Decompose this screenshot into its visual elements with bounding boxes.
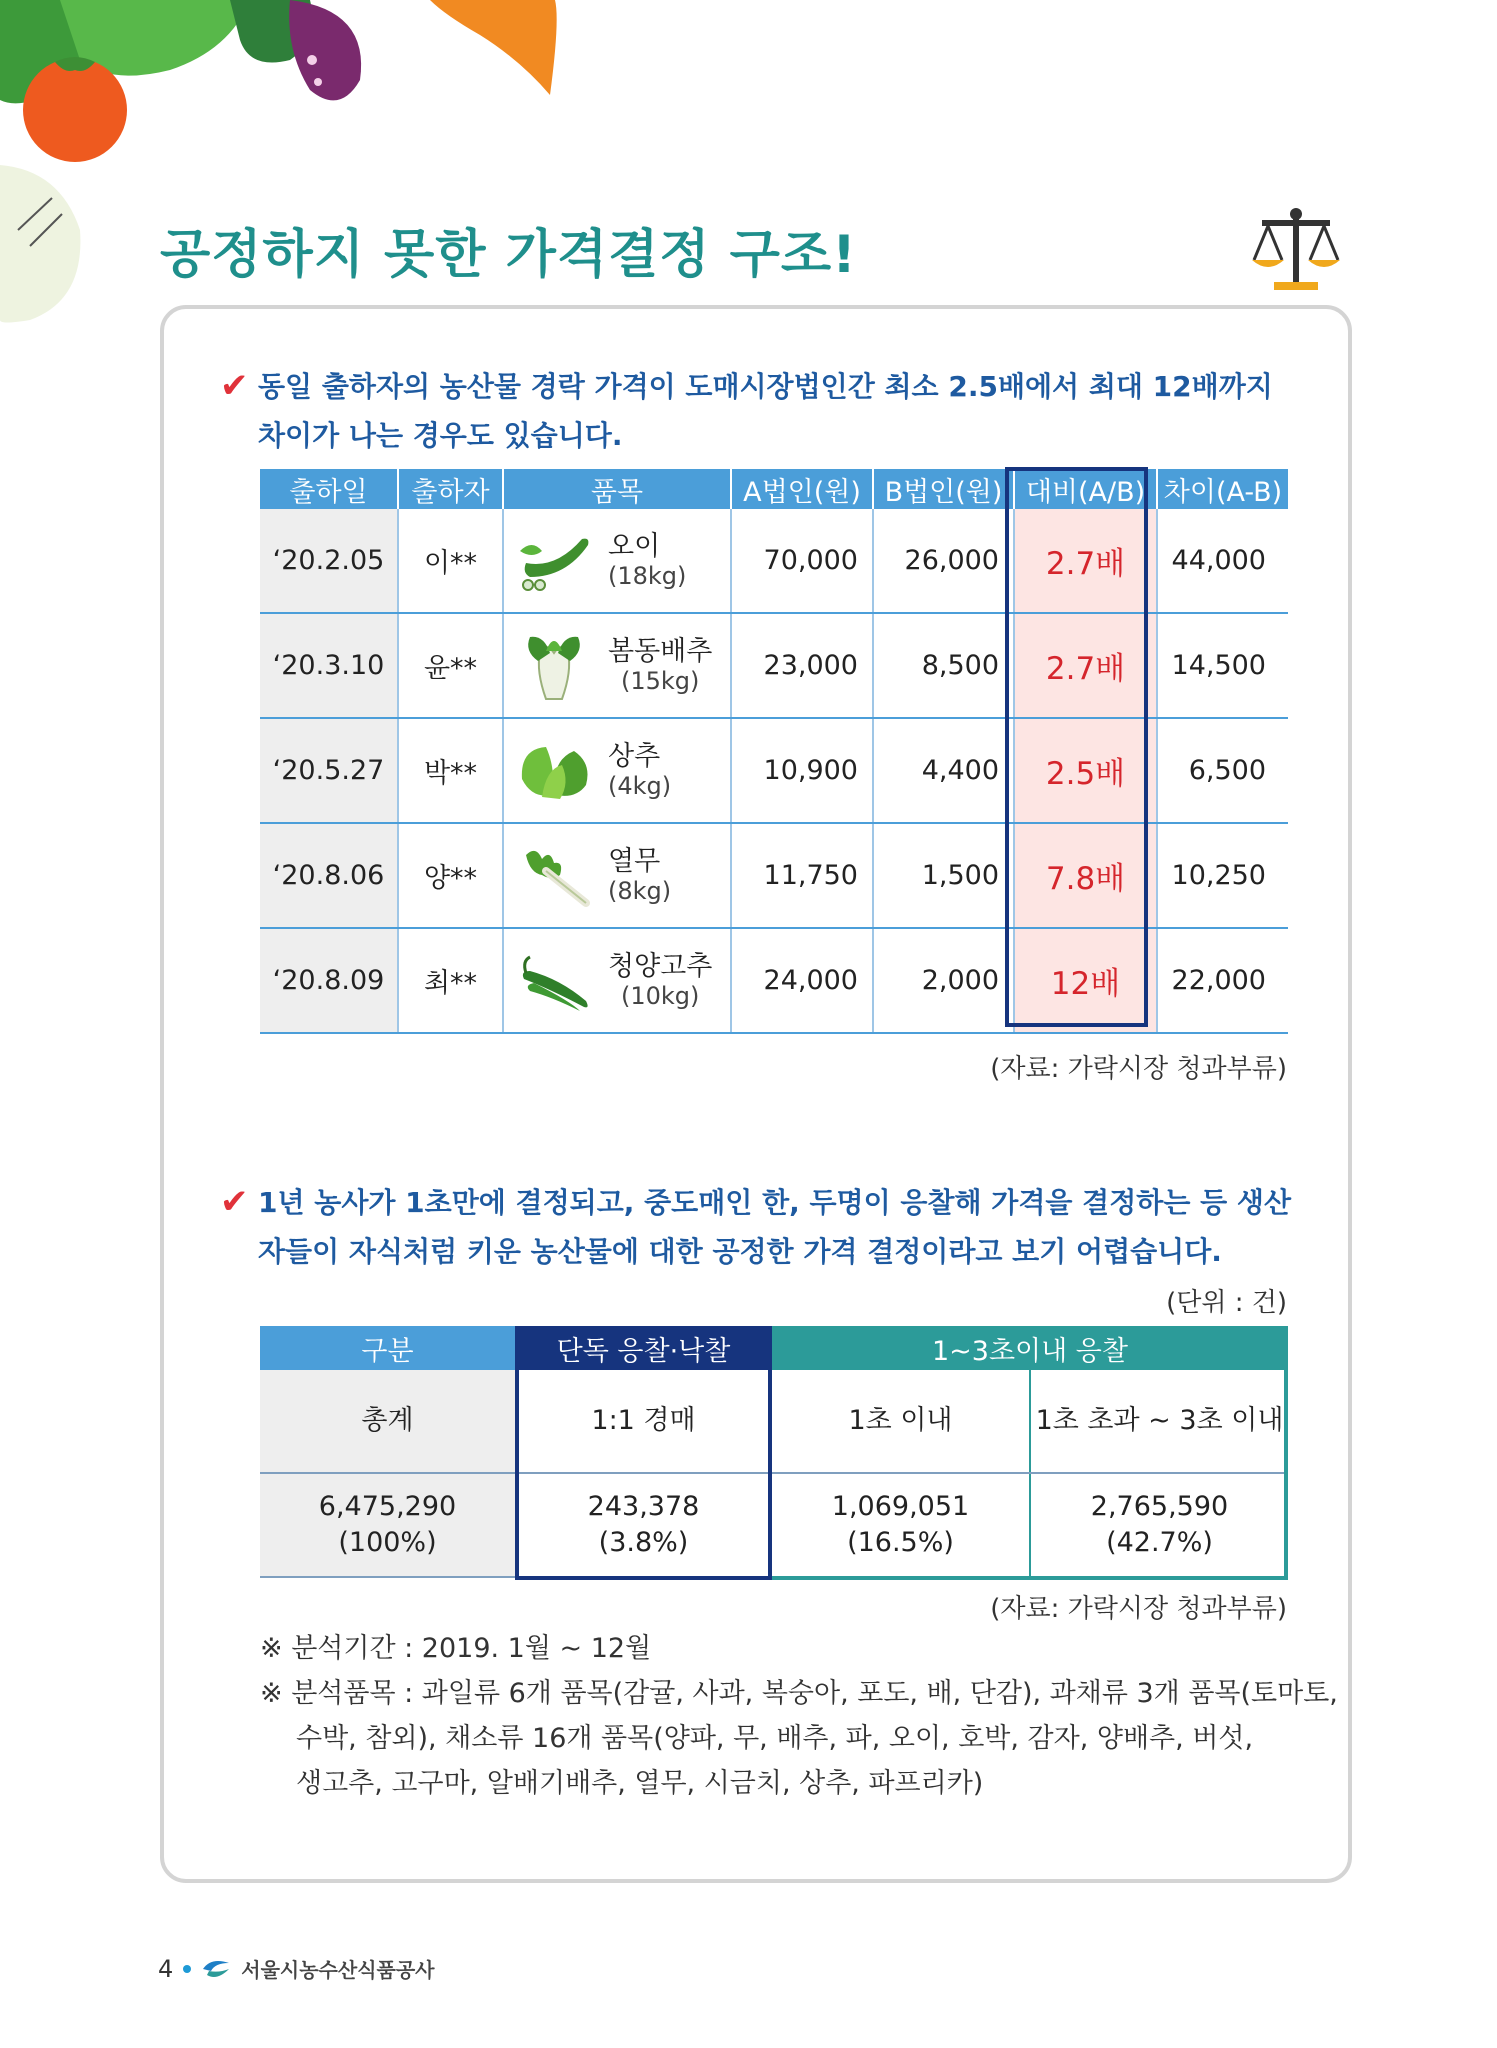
check-icon: ✔ (220, 1182, 249, 1222)
section2-line2: 자들이 자식처럼 키운 농산물에 대한 공정한 가격 결정이라고 보기 어렵습니다. (258, 1235, 1222, 1268)
item-cell (503, 823, 731, 928)
count: 2,765,590 (1090, 1491, 1229, 1522)
col-header: 출하일 (260, 469, 398, 509)
item-cell (503, 718, 731, 823)
value-cell (772, 1473, 1030, 1577)
org-name: 서울시농수산식품공사 (241, 1958, 435, 1982)
section1-line1: 동일 출하자의 농산물 경락 가격이 도매시장법인간 최소 2.5배에서 최대 12배까지 (258, 370, 1273, 403)
bullet-dot (183, 1965, 191, 1973)
count: 243,378 (587, 1491, 700, 1522)
item-weight: (18kg) (608, 561, 687, 590)
sub-header: 1초 초과 ~ 3초 이내 (1030, 1370, 1288, 1473)
analysis-items-line3: 생고추, 고구마, 알배기배추, 열무, 시금치, 상추, 파프리카) (296, 1768, 984, 1799)
ship-date: ‘20.2.05 (260, 509, 398, 613)
table-header-row (260, 469, 1288, 509)
sub-header: 1:1 경매 (515, 1370, 772, 1473)
price-diff: 6,500 (1157, 718, 1288, 823)
price-a: 11,750 (731, 823, 873, 928)
price-diff: 10,250 (1157, 823, 1288, 928)
sub-header: 1초 이내 (772, 1370, 1030, 1473)
item-cell (503, 928, 731, 1033)
price-a: 10,900 (731, 718, 873, 823)
analysis-notes (260, 1626, 1338, 1806)
count: 6,475,290 (318, 1491, 457, 1522)
source-note: (자료: 가락시장 청과부류) (990, 1054, 1287, 1084)
item-weight: (15kg) (620, 666, 700, 695)
price-ratio: 2.7배 (1014, 509, 1157, 613)
value-cell (260, 1473, 515, 1577)
source-note: (자료: 가락시장 청과부류) (990, 1594, 1287, 1624)
item-name: 열무 (608, 845, 661, 877)
price-ratio: 2.7배 (1014, 613, 1157, 718)
col-header: B법인(원) (873, 469, 1014, 509)
ship-date: ‘20.3.10 (260, 613, 398, 718)
price-ratio: 12배 (1014, 928, 1157, 1033)
percent: (100%) (338, 1527, 437, 1558)
shipper: 이** (398, 509, 503, 613)
radish-greens-icon (516, 841, 592, 911)
col-header: 1~3초이내 응찰 (772, 1326, 1288, 1370)
balance-scale-icon (1248, 204, 1344, 294)
value-cell (1030, 1473, 1288, 1577)
price-ratio: 2.5배 (1014, 718, 1157, 823)
page-number: 4 (158, 1954, 174, 1983)
col-header: 품목 (503, 469, 731, 509)
percent: (3.8%) (598, 1527, 689, 1558)
price-diff: 22,000 (1157, 928, 1288, 1033)
table-row (260, 718, 1288, 823)
price-a: 23,000 (731, 613, 873, 718)
ship-date: ‘20.8.09 (260, 928, 398, 1033)
value-cell (515, 1473, 772, 1577)
col-header: 구분 (260, 1326, 515, 1370)
col-header: 대비(A/B) (1014, 469, 1157, 509)
col-header: 차이(A-B) (1157, 469, 1288, 509)
item-name: 청양고추 (608, 950, 713, 982)
check-icon: ✔ (220, 366, 249, 406)
shipper: 윤** (398, 613, 503, 718)
org-logo-icon (201, 1957, 231, 1981)
price-a: 70,000 (731, 509, 873, 613)
section1-text (258, 362, 1273, 460)
price-ratio: 7.8배 (1014, 823, 1157, 928)
table-row (260, 823, 1288, 928)
analysis-period: ※ 분석기간 : 2019. 1월 ~ 12월 (260, 1633, 652, 1664)
unit-note: (단위 : 건) (1166, 1288, 1287, 1318)
price-diff: 44,000 (1157, 509, 1288, 613)
table-row (260, 928, 1288, 1033)
price-b: 8,500 (873, 613, 1014, 718)
sub-header: 총계 (260, 1370, 515, 1473)
item-name: 오이 (608, 530, 661, 562)
cabbage-icon (516, 631, 592, 701)
col-header: A법인(원) (731, 469, 873, 509)
analysis-items-line2: 수박, 참외), 채소류 16개 품목(양파, 무, 배추, 파, 오이, 호박, 감자, 양배추, 버섯, (296, 1723, 1254, 1754)
table-row (260, 613, 1288, 718)
count: 1,069,051 (831, 1491, 970, 1522)
price-b: 2,000 (873, 928, 1014, 1033)
item-weight: (4kg) (608, 771, 672, 800)
section2-line1: 1년 농사가 1초만에 결정되고, 중도매인 한, 두명이 응찰해 가격을 결정하는 등 생산 (258, 1186, 1292, 1219)
item-weight: (8kg) (608, 876, 672, 905)
table-header-row (260, 1326, 1288, 1370)
price-a: 24,000 (731, 928, 873, 1033)
percent: (16.5%) (847, 1527, 954, 1558)
col-header: 출하자 (398, 469, 503, 509)
ship-date: ‘20.8.06 (260, 823, 398, 928)
shipper: 최** (398, 928, 503, 1033)
item-cell (503, 509, 731, 613)
shipper: 박** (398, 718, 503, 823)
section2-text (258, 1178, 1291, 1276)
percent: (42.7%) (1106, 1527, 1213, 1558)
ship-date: ‘20.5.27 (260, 718, 398, 823)
lettuce-icon (516, 739, 592, 803)
item-weight: (10kg) (620, 981, 700, 1010)
price-b: 4,400 (873, 718, 1014, 823)
cucumber-icon (516, 529, 592, 593)
table-row (260, 509, 1288, 613)
col-header: 단독 응찰·낙찰 (515, 1326, 772, 1370)
shipper: 양** (398, 823, 503, 928)
section1-line2: 차이가 나는 경우도 있습니다. (258, 419, 623, 452)
analysis-items-line1: ※ 분석품목 : 과일류 6개 품목(감귤, 사과, 복숭아, 포도, 배, 단감), 과채류 3개 품목(토마토, (260, 1678, 1338, 1709)
table-row (260, 1370, 1288, 1473)
price-b: 26,000 (873, 509, 1014, 613)
page-footer (158, 1954, 434, 1983)
item-name: 봄동배추 (608, 635, 713, 667)
price-diff: 14,500 (1157, 613, 1288, 718)
table-row (260, 1473, 1288, 1577)
price-comparison-table (260, 469, 1288, 1034)
auction-stats-table (260, 1326, 1288, 1578)
pepper-icon (516, 949, 592, 1013)
price-b: 1,500 (873, 823, 1014, 928)
item-name: 상추 (608, 740, 661, 772)
page-title: 공정하지 못한 가격결정 구조! (160, 225, 857, 285)
item-cell (503, 613, 731, 718)
